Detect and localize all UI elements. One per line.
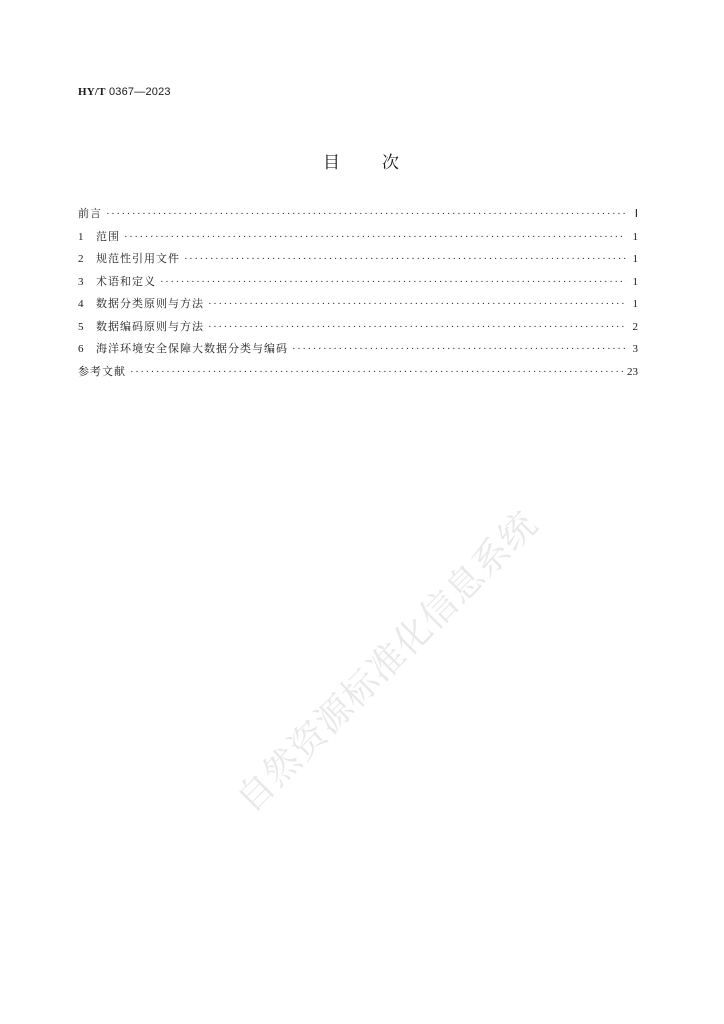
toc-leader-dots	[160, 276, 626, 288]
toc-entry-foreword[interactable]	[78, 205, 638, 228]
toc-page-number: 2	[632, 320, 638, 333]
toc-leader-dots	[106, 208, 626, 220]
toc-leader-dots	[184, 253, 626, 265]
title-char-2: 次	[382, 153, 401, 173]
standard-number: 0367—2023	[108, 86, 171, 98]
toc-leader-dots	[130, 366, 623, 378]
toc-entry-normative-references[interactable]	[78, 250, 638, 273]
toc-label: 前言	[78, 207, 102, 220]
standard-code	[78, 86, 171, 98]
toc-label: 术语和定义	[96, 274, 156, 288]
table-of-contents	[78, 205, 638, 385]
toc-number: 5	[78, 320, 84, 333]
toc-number: 6	[78, 343, 84, 355]
toc-label: 数据分类原则与方法	[96, 297, 204, 310]
toc-label: 参考文献	[78, 364, 126, 378]
toc-number: 3	[78, 275, 84, 288]
toc-page-number: 3	[632, 343, 638, 355]
toc-page-number: 1	[632, 298, 638, 310]
toc-leader-dots	[292, 343, 626, 355]
toc-number: 2	[78, 253, 84, 265]
toc-page-number: 23	[627, 365, 638, 378]
page-title	[0, 148, 724, 173]
toc-label: 范围	[96, 229, 120, 243]
toc-label: 数据编码原则与方法	[96, 319, 204, 333]
watermark-text: 自然资源标准化信息系统	[229, 503, 546, 821]
toc-entry-marine-bigdata[interactable]	[78, 340, 638, 363]
standard-prefix: HY/T	[78, 86, 106, 98]
toc-entry-terms[interactable]	[78, 273, 638, 296]
toc-entry-classification[interactable]	[78, 295, 638, 318]
toc-leader-dots	[208, 298, 626, 310]
toc-leader-dots	[208, 321, 626, 333]
toc-label: 规范性引用文件	[96, 252, 180, 265]
toc-page-number: 1	[632, 253, 638, 265]
toc-entry-coding[interactable]	[78, 318, 638, 341]
toc-page-number: Ⅰ	[634, 208, 638, 220]
toc-number: 1	[78, 230, 84, 243]
toc-page-number: 1	[632, 275, 638, 288]
toc-label: 海洋环境安全保障大数据分类与编码	[96, 342, 288, 355]
toc-number: 4	[78, 298, 84, 310]
title-char-1: 目	[323, 153, 342, 173]
toc-entry-scope[interactable]	[78, 228, 638, 251]
toc-leader-dots	[124, 231, 626, 243]
toc-page-number: 1	[632, 230, 638, 243]
toc-entry-bibliography[interactable]	[78, 363, 638, 386]
